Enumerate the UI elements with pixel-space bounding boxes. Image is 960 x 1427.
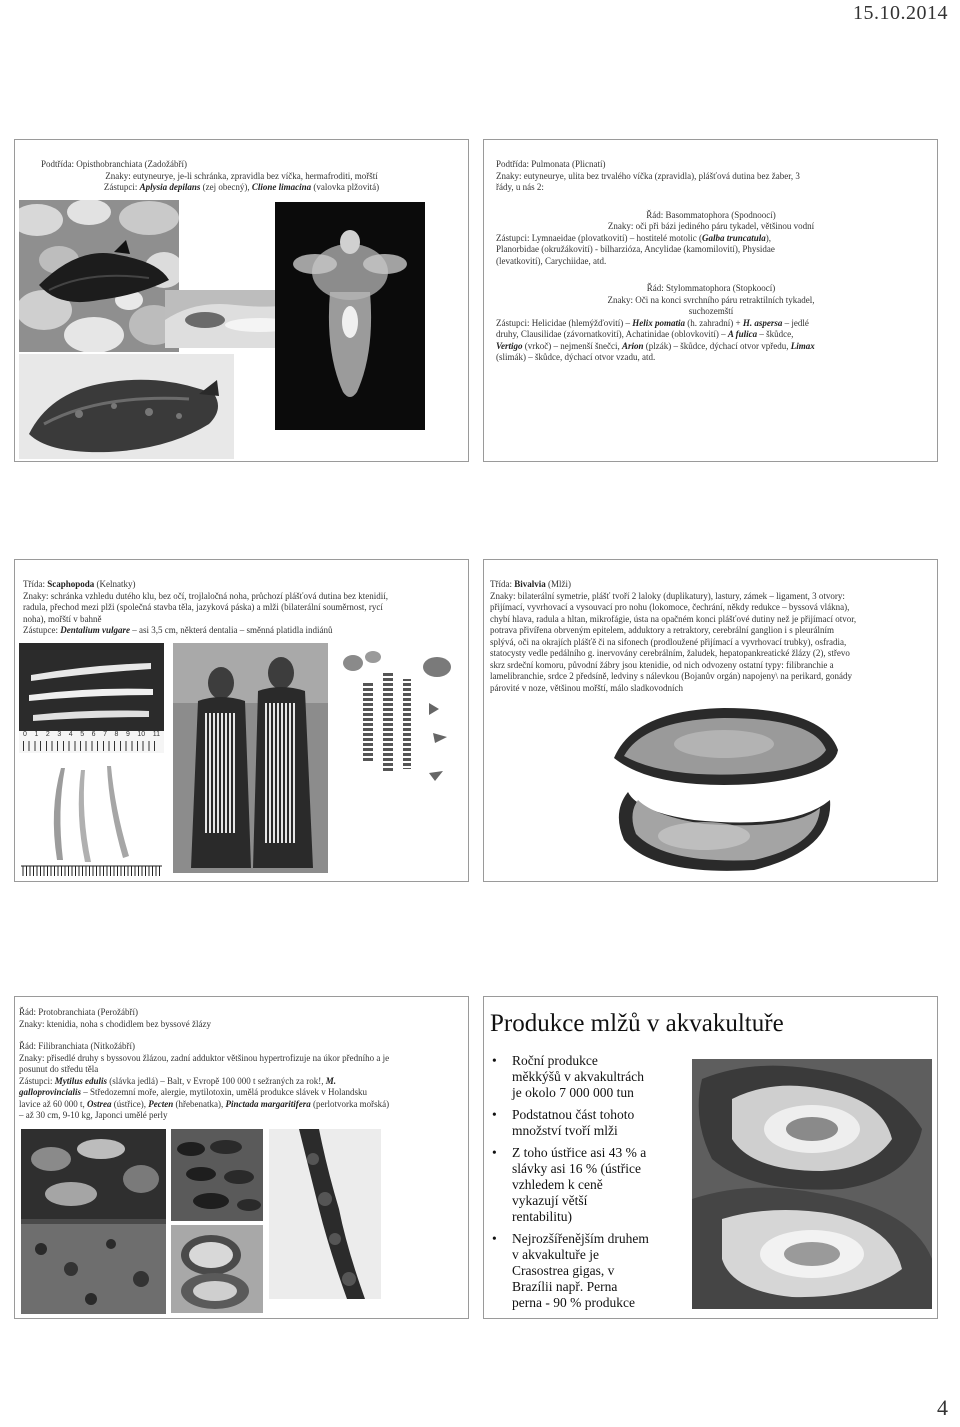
ruler-label: 10 [137, 731, 146, 738]
text: (hřebenatka), [173, 1098, 226, 1109]
aplysia-rocks-photo [19, 200, 179, 352]
bullet-line: Crasostrea gigas, v [512, 1263, 615, 1278]
page-number: 4 [937, 1395, 948, 1420]
species-name: Pecten [148, 1098, 174, 1109]
slide2-line: Podtřída: Pulmonata (Plicnatí) [496, 159, 606, 169]
mussel-farm-image [269, 1129, 381, 1299]
species-name: H. aspersa [742, 317, 783, 328]
species-name: Vertigo [496, 340, 523, 351]
ruler [19, 731, 164, 753]
bullet-line: vzhledem k ceně [512, 1177, 603, 1192]
slide2-line [496, 341, 926, 353]
ruler-label: 1 [34, 731, 39, 738]
clione-photo [275, 202, 425, 430]
ruler-label: 2 [45, 731, 50, 738]
ruler-labels [23, 731, 160, 738]
bullet-line: Podstatnou část tohoto [512, 1107, 635, 1122]
text: lavice až 60 000 t, [19, 1098, 87, 1109]
text: (plzák) – škůdce, dýchací otvor vpředu, [643, 340, 791, 351]
text: – jedlé [782, 317, 809, 328]
slide5-line: posunut do středu těla [19, 1064, 99, 1074]
aplysia-rocks-image [19, 200, 179, 352]
bullet-line: měkkýšů v akvakultrách [512, 1069, 644, 1084]
slide5-line [19, 1087, 464, 1099]
bullet-line: rentabilitu) [512, 1209, 572, 1224]
bullet-icon: • [492, 1053, 497, 1068]
bullet-item [490, 1145, 685, 1225]
mussel-cluster-photo [171, 1129, 263, 1221]
slide1-line: Znaky: eutyneurye, je-li schránka, zpravidla bez víčka, hermafroditi, mořští [105, 170, 378, 181]
slide4-line: potrava přivířena obrveným epitelem, adduktory a retraktory, cerebrální ganglion i s pleurálním [490, 625, 835, 635]
species-name: Helix pomatia [632, 317, 686, 328]
text: Třída: [23, 579, 48, 589]
ruler-label: 11 [152, 731, 160, 738]
dentalium-curved-photo [19, 760, 164, 878]
bullet-line: perna - 90 % produkce [512, 1295, 635, 1310]
native-american-image [173, 643, 328, 873]
slide4-line: párovité v noze, většinou mořští, málo sladkovodních [490, 682, 683, 693]
slide2-line: Znaky: eutyneurye, ulita bez trvalého víčka (zpravidla), plášťová dutina bez žaber, 3 [496, 170, 800, 181]
species-name: Aplysia depilans [139, 182, 201, 192]
text: druhy, Clausilidae (závornatkovití), Achatinidae (oblovkovití) – [496, 329, 728, 339]
mussel-cluster-image [171, 1129, 263, 1221]
bullet-line: v akvakultuře je [512, 1247, 599, 1262]
class-name: Scaphopoda [47, 579, 95, 589]
slide-aquaculture [483, 996, 938, 1319]
mussel-bed-photo [21, 1129, 166, 1314]
species-name: Ostrea [86, 1098, 112, 1109]
aplysia-photo [19, 354, 234, 459]
ruler-label: 5 [80, 731, 85, 738]
slide5-line [19, 1099, 464, 1111]
slide2-text [496, 159, 926, 364]
slide3-text [23, 579, 463, 637]
species-name: Dentalium vulgare [60, 625, 131, 635]
slide4-line: statocysty vedle pedálního g. inervovány cerebrálním, žaludek, hepatopankreatické žlázy (2), střevo [490, 648, 850, 658]
slide4-line: skrz srdeční komoru, původní žábry jsou ktenidie, od nich odvozeny ostatní typy: filibranchie a [490, 659, 834, 670]
ruler-label: 6 [91, 731, 96, 738]
slide1-text [21, 159, 462, 194]
text: Zástupci: Helicidae (hlemýžďovití) – [496, 317, 633, 328]
ruler-label: 0 [23, 731, 27, 738]
spacer [19, 1030, 464, 1041]
bullet-line: Z toho ústřice asi 43 % a [512, 1145, 647, 1160]
slide2-line: Planorbidae (okružákovití) - bilharzióza, Ancylidae (kamomilovití), Physidae [496, 244, 775, 254]
bullet-item [490, 1231, 685, 1311]
bivalve-shell-photo [594, 700, 842, 878]
slide4-line: Znaky: bilaterální symetrie, plášť tvoří 2 laloky (duplikatury), lastury, zámek – ligament, 3 otvory: [490, 590, 845, 601]
species-name: A fulica [727, 329, 758, 339]
bullet-line: je okolo 7 000 000 tun [512, 1085, 634, 1100]
slide5-line: Znaky: ktenidia, noha s chodidlem bez byssové žlázy [19, 1018, 211, 1029]
slide5-text [19, 1007, 464, 1122]
slide3-line [23, 579, 463, 591]
slide5-line: – až 30 cm, 9-10 kg, Japonci umělé perly [19, 1110, 168, 1120]
slide4-line: přijímací, vyvrhovací a vysouvací pro nohu (lokomoce, čechrání, někdy redukce – byssová vlákna), [490, 602, 850, 612]
bivalve-shell-image [594, 700, 842, 878]
text: – Středozemní moře, alergie, mytilotoxin, umělá produkce slávek v Holandsku [81, 1087, 368, 1097]
slide2-line [496, 318, 926, 330]
slide4-line: lamelibranchie, srdce 2 předsíně, ledviny s nálevkou (Bojanův orgán) napojeny\ na perikard, gonády [490, 671, 852, 681]
bullet-line: Brazílii např. Perna [512, 1279, 618, 1294]
bullet-item [490, 1107, 685, 1139]
species-name: Clione limacina [251, 182, 312, 192]
slide5-line [19, 1076, 464, 1088]
text: (slávka jedlá) – Balt, v Evropě 100 000 t sežraných za rok!, [107, 1075, 326, 1086]
native-american-photo [173, 643, 328, 873]
slide-scaphopoda [14, 559, 469, 882]
species-name: Mytilus edulis [54, 1075, 108, 1086]
aplysia-image [19, 354, 234, 459]
bullet-icon: • [492, 1231, 497, 1246]
species-name: Pinctada margaritifera [225, 1098, 311, 1109]
bullet-icon: • [492, 1107, 497, 1122]
slide2-line: (levatkovití), Carychiidae, atd. [496, 255, 607, 266]
slide2-line: suchozemští [688, 306, 734, 316]
slide3-line [23, 625, 463, 637]
mussel-bed-image [21, 1129, 166, 1314]
spacer [496, 267, 926, 283]
ruler-ticks [23, 741, 160, 751]
slide1-line [21, 182, 462, 194]
text: (Kelnatky) [94, 579, 136, 589]
slide2-line: Znaky: Oči na konci svrchního páru retraktilních tykadel, [607, 294, 815, 305]
text: (ústřice), [111, 1098, 149, 1109]
slide4-line: chybí hlava, radula a hltan, mikrofágie, ústa na opačném konci plášťové dutiny než je přijímací otvor, [490, 613, 857, 624]
slide-opisthobranchiata [14, 139, 469, 462]
dentalium-curved-image [19, 760, 164, 878]
bullet-line: vykazují větší [512, 1193, 588, 1208]
bullet-line: Roční produkce [512, 1053, 598, 1068]
text: – asi 3,5 cm, některá dentalia – směnná platidla indiánů [130, 625, 333, 635]
oysters-image [692, 1059, 932, 1309]
text: – škůdce, [757, 329, 794, 339]
text: (vrkoč) – nejmenší šnečci, [522, 340, 622, 351]
header-date: 15.10.2014 [853, 2, 948, 24]
text: (valovka plžovitá) [311, 182, 380, 192]
slide2-line [496, 233, 926, 245]
clione-image [275, 202, 425, 430]
dentalium-ornaments-photo [333, 643, 465, 803]
ruler-label: 8 [114, 731, 119, 738]
ruler-label: 4 [68, 731, 73, 738]
slide3-line: Znaky: schránka vzhledu dutého klu, bez očí, trojlaločná noha, průchozí plášťová dutina bez ktenidií, [23, 590, 388, 601]
slide5-line: Řád: Protobranchiata (Perožábří) [19, 1007, 138, 1017]
slide3-line: noha), mořští v bahně [23, 613, 102, 624]
species-name: M. [325, 1075, 336, 1086]
species-name: Arion [621, 340, 644, 351]
text: (perlotvorka mořská) [310, 1098, 390, 1109]
slide5-line: Znaky: přisedlé druhy s byssovou žlázou, zadní adduktor většinou hypertrofizuje na úkor předního a je [19, 1052, 390, 1063]
bullet-line: množství tvoří mlži [512, 1123, 618, 1138]
oyster-photo [171, 1225, 263, 1313]
slide2-line: Znaky: oči při bázi jediného páru tykadel, většinou vodní [607, 221, 815, 231]
slide1-line: Podtřída: Opisthobranchiata (Zadožábří) [41, 159, 187, 169]
class-name: Bivalvia [514, 579, 546, 589]
slide-filibranchiata [14, 996, 469, 1319]
slide2-line [496, 329, 926, 341]
slide5-line: Řád: Filibranchiata (Nitkožábří) [19, 1041, 135, 1051]
mussel-farm-photo [269, 1129, 381, 1299]
ruler-label: 9 [125, 731, 130, 738]
species-name: Limax [790, 340, 815, 351]
slide4-line: splývá, oči na okrajích plášťě či na sifonech (prodloužené přijímací a vyvrhovací trubky), osfradia, [490, 636, 847, 647]
text: (Mlži) [545, 579, 572, 589]
oyster-image [171, 1225, 263, 1313]
order-basommatophora-title: Řád: Basommatophora (Spodnoocí) [646, 209, 776, 220]
species-name: galloprovincialis [19, 1087, 82, 1097]
slide6-title: Produkce mlžů v akvakultuře [490, 1010, 784, 1037]
text: (zej obecný), [200, 182, 252, 192]
slide2-line: řády, u nás 2: [496, 182, 544, 192]
order-stylommatophora-title: Řád: Stylommatophora (Stopkoocí) [646, 283, 776, 293]
spacer [496, 194, 926, 210]
slide-pulmonata [483, 139, 938, 462]
text: Zástupci: Lymnaeidae (plovatkovití) – hostitelé motolic ( [496, 232, 702, 243]
bullet-line: Nejrozšířenějším druhem [512, 1231, 649, 1246]
text: (h. zahradní) + [685, 317, 743, 328]
slide4-text [490, 579, 932, 694]
aquaculture-bullet-list [490, 1053, 685, 1317]
bullet-item [490, 1053, 685, 1101]
text: Zástupci: [19, 1075, 55, 1086]
slide4-line [490, 579, 932, 591]
text: ), [765, 232, 771, 243]
ruler-label: 3 [57, 731, 62, 738]
text: Zástupci: [103, 182, 140, 192]
ruler-label: 7 [103, 731, 107, 738]
oysters-photo [692, 1059, 932, 1309]
text: Třída: [490, 579, 515, 589]
slide3-line: radula, přechod mezi plži (společná stavba těla, jazyková páska) a mlži (bilaterální souměrnost, rycí [23, 602, 383, 612]
species-name: Galba truncatula [701, 232, 766, 243]
bullet-icon: • [492, 1145, 497, 1160]
text: Zástupce: [23, 625, 61, 635]
slide-bivalvia [483, 559, 938, 882]
dentalium-ornaments-image [333, 643, 465, 803]
bullet-line: slávky asi 16 % (ústřice [512, 1161, 641, 1176]
slide2-line: (slimák) – škůdce, dýchací otvor vzadu, atd. [496, 352, 656, 362]
